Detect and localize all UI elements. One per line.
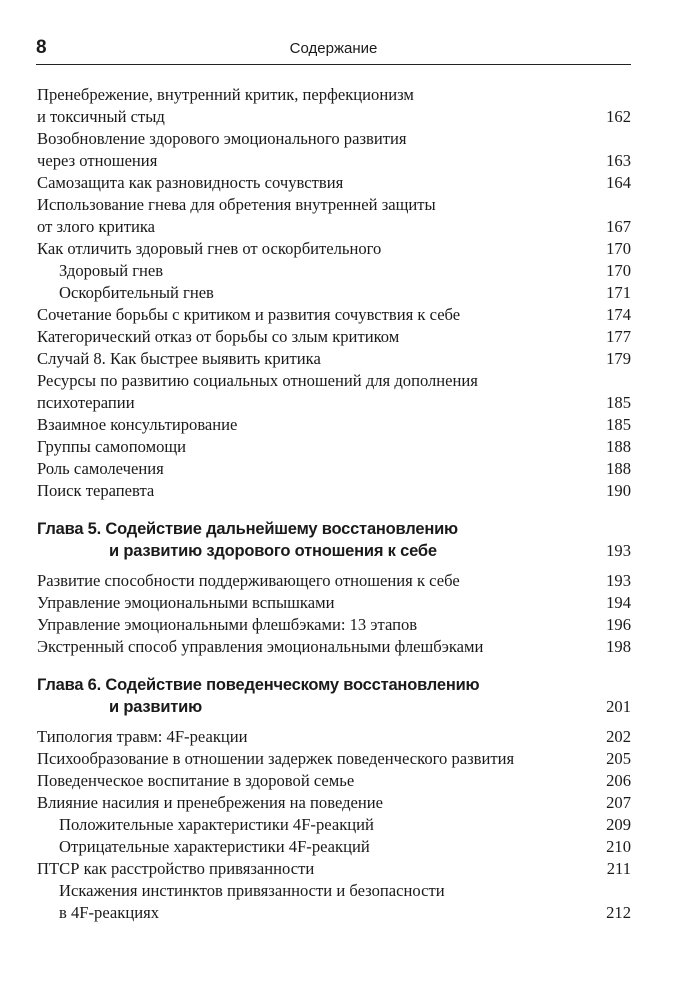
entry-title-line: Глава 5. Содействие дальнейшему восстановлению xyxy=(37,520,458,538)
toc-subentry xyxy=(37,880,631,924)
entry-title-line: Поведенческое воспитание в здоровой семье xyxy=(37,771,355,790)
toc-entry xyxy=(37,238,631,260)
toc-entry xyxy=(37,592,631,614)
toc-entry xyxy=(37,748,631,770)
entry-title-line: Здоровый гнев xyxy=(59,261,164,280)
toc-entry xyxy=(37,858,631,880)
toc-entry xyxy=(37,414,631,436)
page-reference: 190 xyxy=(606,481,631,500)
entry-title-line: Положительные характеристики 4F-реакций xyxy=(59,815,374,834)
entry-title-line: Случай 8. Как быстрее выявить критика xyxy=(37,349,321,368)
entry-title-line: Психообразование в отношении задержек поведенческого развития xyxy=(37,749,515,768)
entry-title-line: Управление эмоциональными флешбэками: 13 этапов xyxy=(37,615,418,634)
chapter-heading xyxy=(37,674,631,718)
page-reference: 210 xyxy=(606,837,631,856)
toc-entry xyxy=(37,436,631,458)
toc-entry xyxy=(37,458,631,480)
entry-title-line: Искажения инстинктов привязанности и безопасности xyxy=(59,881,445,900)
entry-title-line: Типология травм: 4F-реакции xyxy=(37,727,248,746)
entry-title-line: Взаимное консультирование xyxy=(37,415,238,434)
page-reference: 207 xyxy=(606,793,631,812)
page-reference: 194 xyxy=(606,593,631,612)
toc-entry xyxy=(37,172,631,194)
entry-title-line: Развитие способности поддерживающего отношения к себе xyxy=(37,571,460,590)
entry-title-line: Влияние насилия и пренебрежения на поведение xyxy=(37,793,384,812)
entry-title-line: Глава 6. Содействие поведенческому восстановлению xyxy=(37,676,480,694)
page-reference: 198 xyxy=(606,637,631,656)
entry-title-line: ПТСР как расстройство привязанности xyxy=(37,859,315,878)
page-reference: 209 xyxy=(606,815,631,834)
toc-subentry xyxy=(37,282,631,304)
toc-entry xyxy=(37,570,631,592)
page-reference: 174 xyxy=(606,305,631,324)
page-number: 8 xyxy=(36,37,47,58)
page-reference: 188 xyxy=(606,459,631,478)
toc-subentry xyxy=(37,814,631,836)
entry-title-line: Категорический отказ от борьбы со злым критиком xyxy=(37,327,400,346)
page-reference: 205 xyxy=(606,749,631,768)
toc-entry xyxy=(37,304,631,326)
page-reference: 162 xyxy=(606,107,631,126)
entry-title-line: и развитию xyxy=(109,698,202,716)
page-reference: 171 xyxy=(606,283,631,302)
entry-title-line: и токсичный стыд xyxy=(37,107,165,126)
toc-subentry xyxy=(37,836,631,858)
entry-title-line: Отрицательные характеристики 4F-реакций xyxy=(59,837,370,856)
entry-title-line: Как отличить здоровый гнев от оскорбительного xyxy=(37,239,382,258)
entry-title-line: через отношения xyxy=(37,151,158,170)
page-reference: 193 xyxy=(606,571,631,590)
entry-title-line: и развитию здорового отношения к себе xyxy=(109,542,437,560)
toc-entry xyxy=(37,370,631,414)
toc-subentry xyxy=(37,260,631,282)
page-reference: 164 xyxy=(606,173,631,192)
page-reference: 177 xyxy=(606,327,631,346)
entry-title-line: от злого критика xyxy=(37,217,155,236)
toc-entry xyxy=(37,614,631,636)
page-reference: 170 xyxy=(606,261,631,280)
page-reference: 212 xyxy=(606,903,631,922)
page-reference: 201 xyxy=(606,697,631,716)
page-header xyxy=(36,36,631,65)
toc-entry xyxy=(37,128,631,172)
entry-title-line: Роль самолечения xyxy=(37,459,164,478)
page-reference: 179 xyxy=(606,349,631,368)
entry-title-line: Возобновление здорового эмоционального развития xyxy=(37,129,407,148)
page-reference: 188 xyxy=(606,437,631,456)
page-reference: 206 xyxy=(606,771,631,790)
toc-entry xyxy=(37,636,631,658)
entry-title-line: психотерапии xyxy=(37,393,135,412)
entry-title-line: Пренебрежение, внутренний критик, перфекционизм xyxy=(37,85,414,104)
entry-title-line: Экстренный способ управления эмоциональными флешбэками xyxy=(37,637,484,656)
page-reference: 202 xyxy=(606,727,631,746)
toc-entry xyxy=(37,726,631,748)
entry-title-line: Самозащита как разновидность сочувствия xyxy=(37,173,344,192)
entry-title-line: Поиск терапевта xyxy=(37,481,155,500)
page-reference: 193 xyxy=(606,541,631,560)
page-reference: 185 xyxy=(606,415,631,434)
toc-entry xyxy=(37,792,631,814)
page-reference: 211 xyxy=(606,859,631,878)
entry-title-line: Управление эмоциональными вспышками xyxy=(37,593,335,612)
page-reference: 167 xyxy=(606,217,631,236)
entry-title-line: Группы самопомощи xyxy=(37,437,187,456)
toc-entry xyxy=(37,194,631,238)
toc-entry xyxy=(37,348,631,370)
toc-entry xyxy=(37,84,631,128)
chapter-heading xyxy=(37,518,631,562)
entry-title-line: в 4F-реакциях xyxy=(59,903,160,922)
running-title: Содержание xyxy=(289,40,378,57)
page-reference: 196 xyxy=(606,615,631,634)
toc-entry xyxy=(37,480,631,502)
page-reference: 170 xyxy=(606,239,631,258)
entry-title-line: Сочетание борьбы с критиком и развития сочувствия к себе xyxy=(37,305,461,324)
entry-title-line: Использование гнева для обретения внутренней защиты xyxy=(37,195,436,214)
entry-title-line: Ресурсы по развитию социальных отношений для дополнения xyxy=(37,371,478,390)
table-of-contents xyxy=(37,84,631,924)
page-reference: 185 xyxy=(606,393,631,412)
entry-title-line: Оскорбительный гнев xyxy=(59,283,214,302)
toc-entry xyxy=(37,326,631,348)
toc-entry xyxy=(37,770,631,792)
page-reference: 163 xyxy=(606,151,631,170)
